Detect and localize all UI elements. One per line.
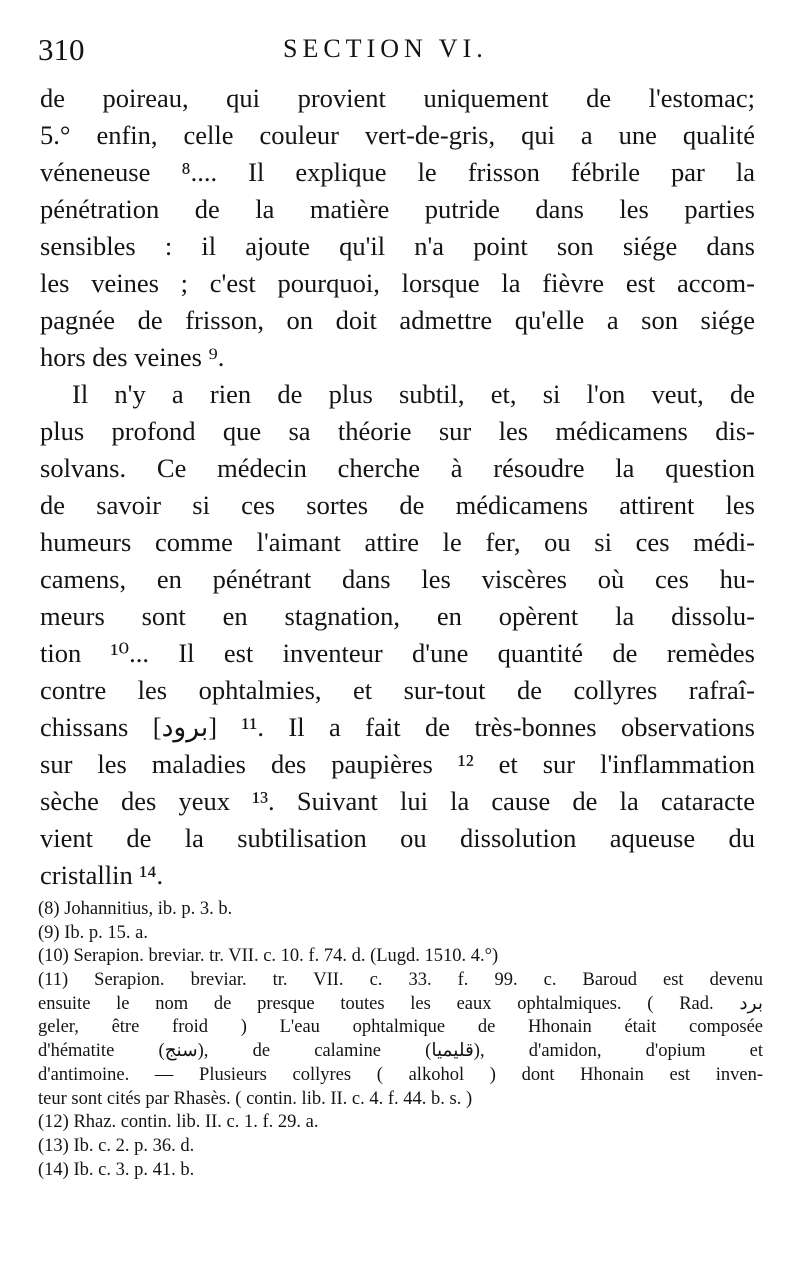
- text-line: hors des veines ⁹.: [40, 342, 225, 372]
- footnote-line: ensuite le nom de presque toutes les eaux ophtalmiques. ( Rad. برد: [38, 993, 763, 1014]
- footnote-line: d'hématite (سنج), de calamine (قليميا), d'amidon, d'opium et: [38, 1041, 763, 1062]
- footnote-line: geler, être froid ) L'eau ophtalmique de Hhonain était composée: [38, 1017, 763, 1038]
- footnotes: [38, 898, 763, 1182]
- text-line: véneneuse ⁸.... Il explique le frisson fébrile par la: [40, 157, 755, 187]
- text-line: solvans. Ce médecin cherche à résoudre la question: [40, 453, 755, 483]
- text-line: contre les ophtalmies, et sur-tout de collyres rafraî-: [40, 675, 755, 705]
- footnote-line: (12) Rhaz. contin. lib. II. c. 1. f. 29. a.: [38, 1112, 319, 1133]
- footnote-line: (8) Johannitius, ib. p. 3. b.: [38, 899, 233, 919]
- footnote-line: (13) Ib. c. 2. p. 36. d.: [38, 1135, 195, 1156]
- text-line: camens, en pénétrant dans les viscères où ces hu-: [40, 564, 755, 594]
- text-line: cristallin ¹⁴.: [40, 860, 164, 890]
- text-line: sèche des yeux ¹³. Suivant lui la cause de la cataracte: [40, 786, 755, 816]
- running-title: SECTION VI.: [283, 34, 488, 63]
- text-line: pénétration de la matière putride dans les parties: [40, 194, 755, 224]
- text-line: pagnée de frisson, on doit admettre qu'elle a son siége: [40, 305, 755, 335]
- text-line: meurs sont en stagnation, en opèrent la dissolu-: [40, 601, 755, 631]
- text-line: chissans [برود] ¹¹. Il a fait de très-bonnes observations: [40, 712, 755, 742]
- text-line: humeurs comme l'aimant attire le fer, ou si ces médi-: [40, 527, 755, 557]
- text-line: vient de la subtilisation ou dissolution aqueuse du: [40, 823, 755, 853]
- text-line: tion ¹⁰... Il est inventeur d'une quantité de remèdes: [40, 638, 755, 668]
- text-line: 5.° enfin, celle couleur vert-de-gris, qui a une qualité: [40, 120, 755, 150]
- text-line: Il n'y a rien de plus subtil, et, si l'on veut, de: [72, 379, 755, 409]
- footnote-line: teur sont cités par Rhasès. ( contin. lib. II. c. 4. f. 44. b. s. ): [38, 1088, 473, 1109]
- text-line: de savoir si ces sortes de médicamens attirent les: [40, 490, 755, 520]
- page-number: 310: [38, 32, 85, 67]
- text-line: plus profond que sa théorie sur les médicamens dis-: [40, 416, 755, 446]
- footnote-line: (10) Serapion. breviar. tr. VII. c. 10. f. 74. d. (Lugd. 1510. 4.°): [38, 946, 499, 967]
- text-line: les veines ; c'est pourquoi, lorsque la fièvre est accom-: [40, 268, 755, 298]
- footnote-line: (11) Serapion. breviar. tr. VII. c. 33. f. 99. c. Baroud est devenu: [38, 970, 763, 991]
- footnote-line: (9) Ib. p. 15. a.: [38, 922, 148, 943]
- text-line: sensibles : il ajoute qu'il n'a point son siége dans: [40, 231, 755, 261]
- page-header: [38, 32, 758, 72]
- footnote-line: d'antimoine. — Plusieurs collyres ( alkohol ) dont Hhonain est inven-: [38, 1064, 763, 1085]
- footnote-line: (14) Ib. c. 3. p. 41. b.: [38, 1159, 195, 1180]
- text-line: de poireau, qui provient uniquement de l'estomac;: [40, 83, 755, 113]
- main-text: [40, 80, 755, 894]
- text-line: sur les maladies des paupières ¹² et sur l'inflammation: [40, 749, 755, 779]
